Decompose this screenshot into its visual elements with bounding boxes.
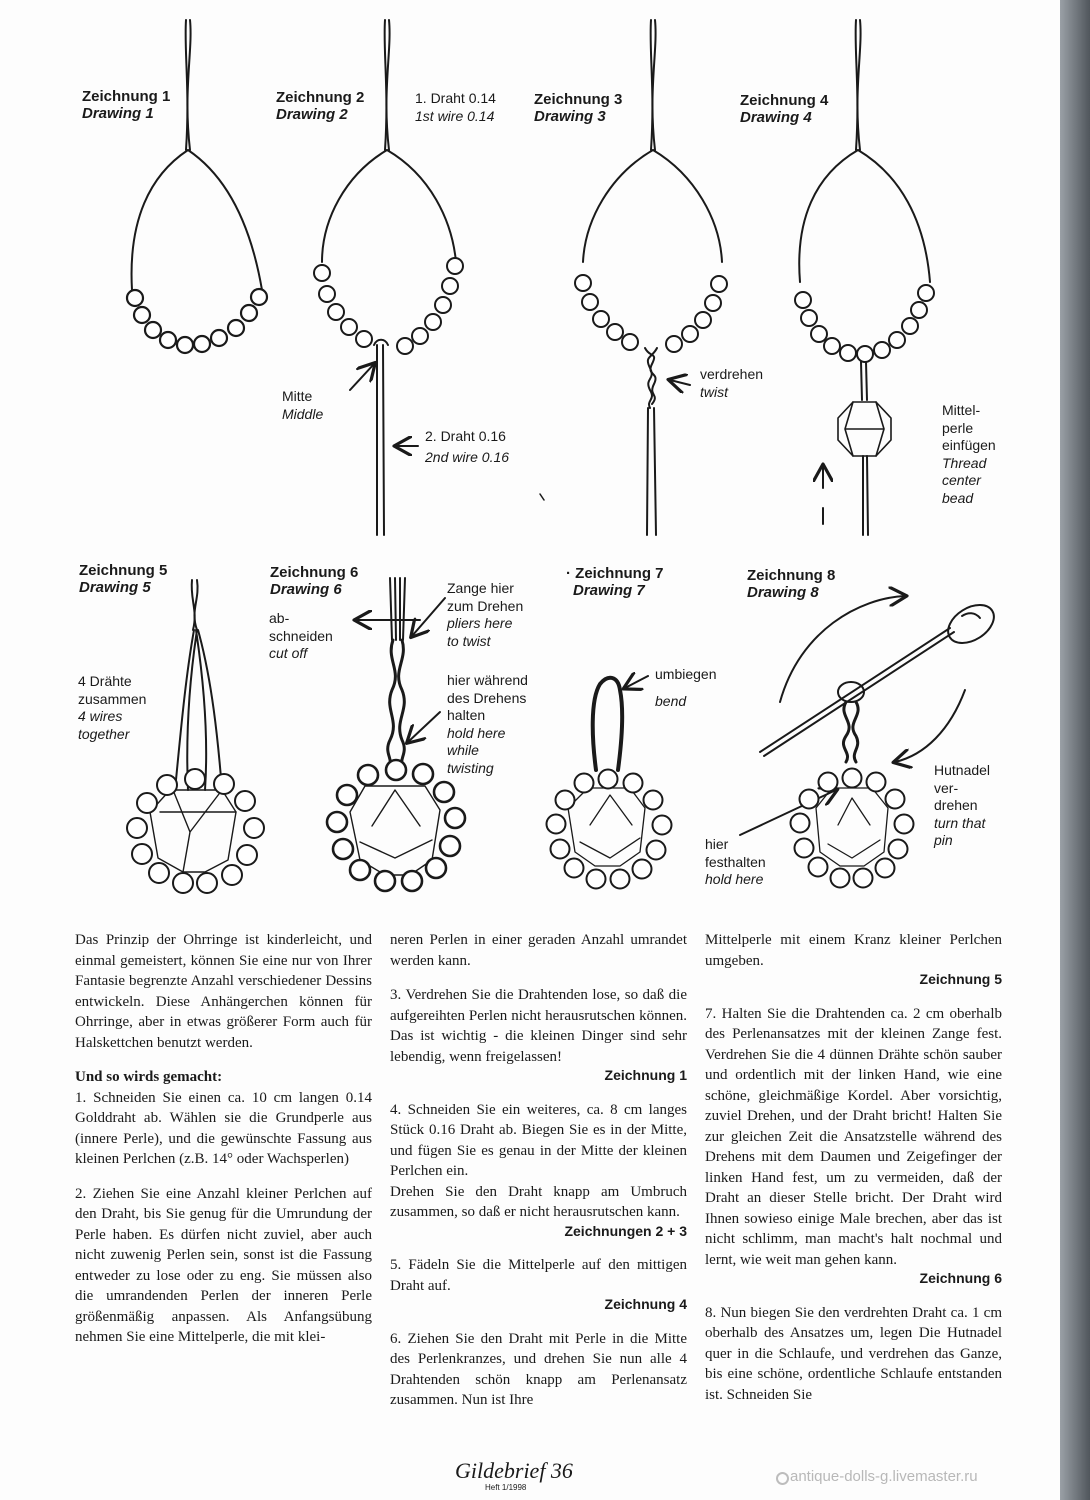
section-heading: Und so wirds gemacht: [75, 1069, 223, 1085]
paragraph: neren Perlen in einer geraden Anzahl umrandet werden kann. [390, 932, 687, 969]
drawing-7 [547, 676, 672, 889]
caption-drawing-1: Zeichnung 1 Drawing 1 [82, 88, 171, 122]
label-hold-here: hier festhalten hold here [705, 836, 766, 887]
paragraph: 4. Schneiden Sie ein weiteres, ca. 8 cm langes Stück 0.16 Draht ab. Biegen Sie es in der Mitte, und fügen Sie es genau in der Mitte der kleinen Perlchen ein. Drehen Sie den Draht knapp am Umbruch zusammen, so daß er nicht herausrutschen kann. Zeichnungen 2 + 3 [390, 1100, 687, 1242]
paragraph: 2. Ziehen Sie eine Anzahl kleiner Perlchen auf den Draht, bis Sie genug für die Umrundung der Perle haben. Es dürfen nicht zuviel, aber auch nicht zuwenig Perlen sein, sonst ist die Fassung entweder zu lose oder zu eng. Sie müssen also die umrandenden Perlen der inneren Perle größenmäßig anpassen. Als Anfangsübung nehmen Sie eine Mittelperle, die mit klei- [75, 1185, 372, 1345]
text-column-1 [75, 930, 372, 1362]
paragraph: 1. Schneiden Sie einen ca. 10 cm langen 0.14 Golddraht ab. Wählen sie die Grundperle aus (innere Perle), und die gewünschte Fassung aus kleinen Perlchen (z.B. 14° oder Wachsperlen) [75, 1089, 372, 1167]
caption-drawing-4: Zeichnung 4 Drawing 4 [740, 92, 829, 126]
footer-issue: Heft 1/1998 [485, 1483, 527, 1492]
caption-drawing-6: Zeichnung 6 Drawing 6 [270, 564, 359, 598]
paragraph: 8. Nun biegen Sie den verdrehten Draht ca. 1 cm oberhalb des Ansatzes um, legen Die Hutnadel quer in die Schlaufe, und verdrehen das Ganze, bis eine schöne, ordentliche Schlaufe entstanden ist. Schneiden Sie [705, 1304, 1002, 1403]
caption-drawing-2: Zeichnung 2 Drawing 2 [276, 89, 365, 123]
drawing-reference: Zeichnung 4 [604, 1296, 687, 1312]
label-cut-off: ab- schneiden cut off [269, 610, 333, 661]
drawing-reference: Zeichnungen 2 + 3 [564, 1222, 687, 1239]
paragraph: 6. Ziehen Sie den Draht mit Perle in die Mitte des Perlenkranzes, und drehen Sie nun alle 4 Drahtenden schön knapp am Perlenansatz zusammen. Nun ist Ihre [390, 1330, 687, 1408]
drawing-reference: Zeichnung 6 [919, 1270, 1002, 1286]
caption-drawing-5: Zeichnung 5 Drawing 5 [79, 562, 168, 596]
label-middle: Mitte Middle [282, 388, 324, 422]
label-hat-pin: Hutnadel ver- drehen turn that pin [934, 762, 991, 848]
label-four-wires: 4 Drähte zusammen 4 wires together [78, 673, 147, 742]
drawing-1 [127, 20, 267, 353]
label-wire-1: 1. Draht 0.14 1st wire 0.14 [415, 90, 496, 124]
page-edge [1060, 0, 1090, 1500]
text-column-3 [705, 930, 1002, 1419]
watermark: antique-dolls-g.livemaster.ru [790, 1468, 978, 1485]
footer-title: Gildebrief 36 [455, 1458, 573, 1483]
text-column-2 [390, 930, 687, 1425]
drawing-reference: Zeichnung 5 [919, 971, 1002, 987]
label-wire-2: 2. Draht 0.16 2nd wire 0.16 [425, 428, 510, 465]
paragraph: 3. Verdrehen Sie die Drahtenden lose, so daß die aufgereihten Perlen nicht herausrutschen können. Das ist wichtig - die kleinen Dinger sind sehr lebendig, wenn freigelassen! Zeichnung 1 [390, 985, 687, 1086]
drawing-reference: Zeichnung 1 [604, 1067, 687, 1083]
paragraph: Mittelperle mit einem Kranz kleiner Perlchen umgeben. Zeichnung 5 [705, 930, 1002, 990]
paragraph: 5. Fädeln Sie die Mittelperle auf den mittigen Draht auf. Zeichnung 4 [390, 1255, 687, 1315]
drawing-6 [327, 578, 465, 891]
caption-drawing-3: Zeichnung 3 Drawing 3 [534, 91, 623, 125]
paragraph: Das Prinzip der Ohrringe ist kinderleicht, und einmal gemeistert, können Sie eine nur von Ihrer Fantasie begrenzte Anzahl verschiedener Dessins entwickeln. Diese Anhängerchen können für Ohrringe, aber in etwas größerer Form auch für Halskettchen benutzt werden. [75, 932, 372, 1051]
stray-mark [540, 494, 544, 500]
label-pliers: Zange hier zum Drehen pliers here to twist [447, 580, 524, 649]
watermark-icon [776, 1472, 789, 1485]
label-hold-while-twisting: hier während des Drehens halten hold here while twisting [447, 672, 528, 776]
caption-drawing-7: · Zeichnung 7 Drawing 7 [566, 565, 664, 599]
label-twist: verdrehen twist [700, 366, 764, 400]
caption-drawing-8: Zeichnung 8 Drawing 8 [747, 567, 836, 601]
label-center-bead: Mittel- perle einfügen Thread center bead [942, 402, 996, 506]
drawing-5 [127, 580, 264, 893]
paragraph: 7. Halten Sie die Drahtenden ca. 2 cm oberhalb des Perlenansatzes mit der kleinen Zange fest. Verdrehen Sie die 4 dünnen Drähte schön sauber und ordentlich mit der linken Hand, wie eine schöne, gleichmäßige Kordel. Aber vorsichtig, zuviel Drehen, und der Draht bricht! Halten Sie zur gleichen Zeit die Ansatzstelle während des Drehens mit dem Daumen und Zeigefinger der linken Hand fest, um zu vermeiden, daß der Draht an dieser Stelle bricht. Der Draht wird Ihnen sowieso einige Male brechen, aber das ist nicht schlimm, man macht's halt nochmal und lernt, wie weit man gehen kann. Zeichnung 6 [705, 1004, 1002, 1289]
label-bend: umbiegen bend [655, 666, 717, 709]
